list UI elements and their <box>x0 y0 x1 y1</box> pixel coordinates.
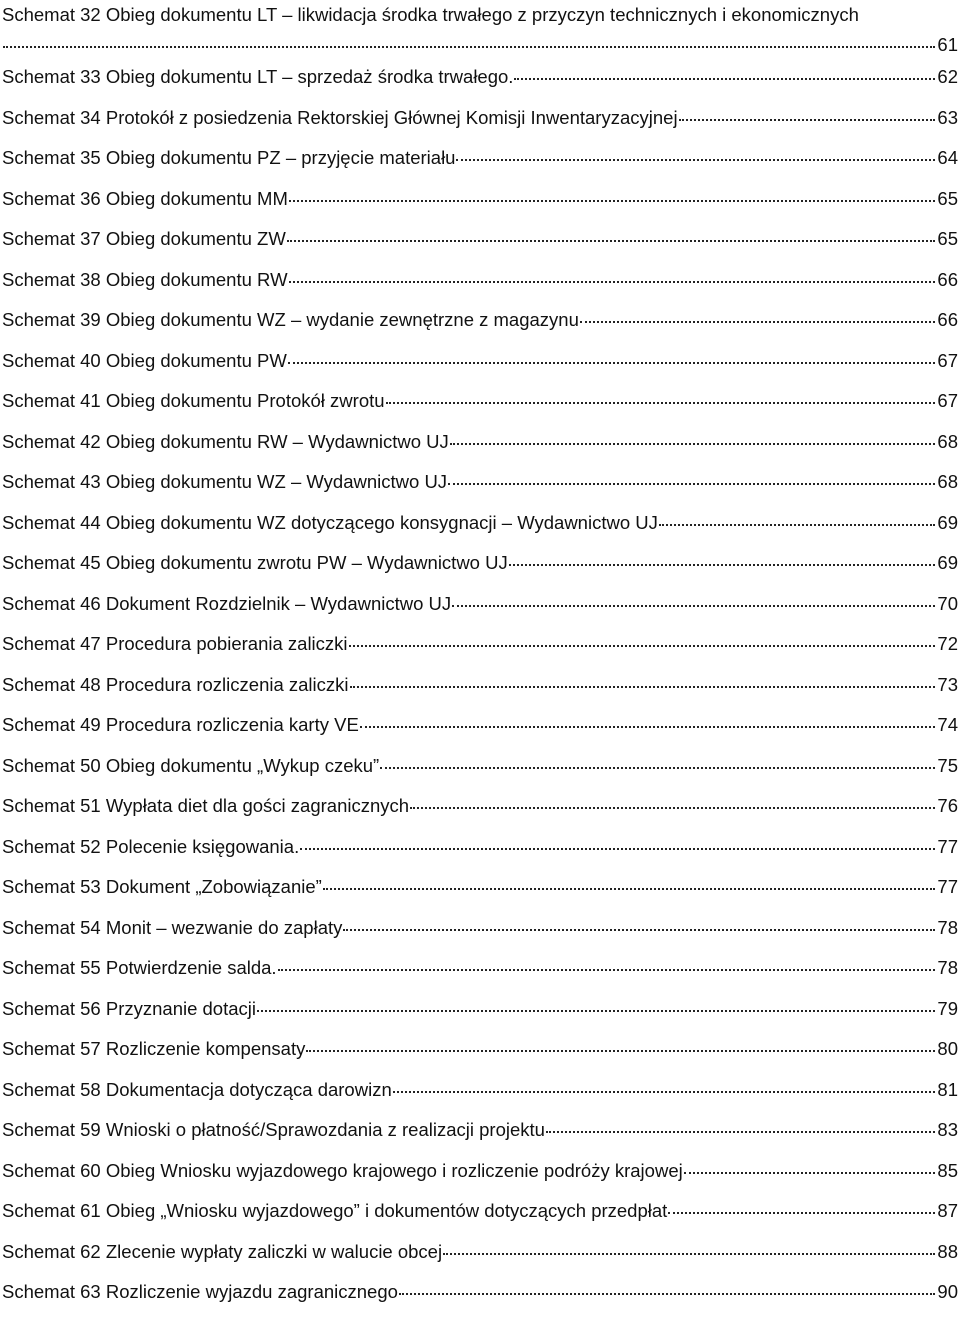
dot-leader <box>300 835 935 853</box>
toc-entry-page: 77 <box>937 835 958 857</box>
toc-entry-title: Schemat 50 Obieg dokumentu „Wykup czeku” <box>2 754 380 776</box>
toc-entry-title: Schemat 61 Obieg „Wniosku wyjazdowego” i dokumentów dotyczących przedpłat <box>2 1200 668 1221</box>
toc-entry-title: Schemat 63 Rozliczenie wyjazdu zagranicznego <box>2 1281 398 1302</box>
toc-entry-page: 69 <box>937 552 958 573</box>
toc-entry[interactable] <box>2 548 958 589</box>
dot-leader <box>257 997 935 1015</box>
toc-entry-page: 73 <box>937 673 958 695</box>
toc-entry-page: 66 <box>937 309 958 330</box>
toc-entry-title: Schemat 58 Dokumentacja dotycząca darowizn <box>2 1078 392 1100</box>
toc-entry-page: 88 <box>937 1240 958 1262</box>
toc-entry-page: 79 <box>937 997 958 1019</box>
toc-entry-page: 75 <box>937 754 958 776</box>
toc-entry-page: 85 <box>937 1159 958 1181</box>
dot-leader <box>410 794 935 812</box>
toc-entry-page: 63 <box>937 106 958 128</box>
toc-entry-page: 83 <box>937 1119 958 1140</box>
toc-entry[interactable] <box>2 184 958 225</box>
dot-leader <box>3 33 935 51</box>
toc-entry[interactable] <box>2 832 958 873</box>
toc-entry-title: Schemat 54 Monit – wezwanie do zapłaty <box>2 916 343 938</box>
toc-entry-title: Schemat 46 Dokument Rozdzielnik – Wydawnictwo UJ <box>2 592 452 614</box>
toc-entry[interactable] <box>2 224 958 265</box>
dot-leader <box>456 146 935 164</box>
toc-entry-title: Schemat 60 Obieg Wniosku wyjazdowego krajowego i rozliczenie podróży krajowej <box>2 1159 683 1181</box>
dot-leader <box>684 1159 935 1177</box>
toc-entry-page: 62 <box>937 66 958 87</box>
dot-leader <box>443 1240 935 1258</box>
toc-entry-title: Schemat 49 Procedura rozliczenia karty VE <box>2 714 359 735</box>
toc-entry-page: 81 <box>937 1078 958 1100</box>
toc-entry-page: 78 <box>937 957 958 978</box>
toc-entry[interactable] <box>2 305 958 346</box>
toc-entry[interactable] <box>2 1156 958 1197</box>
toc-entry[interactable] <box>2 265 958 306</box>
toc-entry-title: Schemat 59 Wnioski o płatność/Sprawozdania z realizacji projektu <box>2 1119 545 1140</box>
dot-leader <box>580 308 935 326</box>
toc-entry[interactable] <box>2 791 958 832</box>
toc-entry[interactable] <box>2 751 958 792</box>
toc-entry[interactable] <box>2 629 958 670</box>
dot-leader <box>509 551 935 569</box>
toc-entry-title: Schemat 53 Dokument „Zobowiązanie” <box>2 876 322 897</box>
toc-entry[interactable] <box>2 710 958 751</box>
dot-leader <box>448 470 935 488</box>
toc-entry-title: Schemat 36 Obieg dokumentu MM <box>2 187 288 209</box>
dot-leader <box>546 1118 935 1136</box>
dot-leader <box>679 106 935 124</box>
toc-entry-title: Schemat 33 Obieg dokumentu LT – sprzedaż środka trwałego. <box>2 66 514 87</box>
dot-leader <box>399 1280 935 1298</box>
dot-leader <box>386 389 935 407</box>
toc-entry[interactable] <box>2 1034 958 1075</box>
toc-entry-page: 68 <box>937 430 958 452</box>
dot-leader <box>450 430 935 448</box>
toc-entry-page: 65 <box>937 187 958 209</box>
toc-entry[interactable] <box>2 1277 958 1318</box>
dot-leader <box>289 187 935 205</box>
toc-entry-page: 74 <box>937 714 958 735</box>
dot-leader <box>360 713 935 731</box>
toc-entry-page: 78 <box>937 916 958 938</box>
toc-entry-title: Schemat 52 Polecenie księgowania. <box>2 835 300 857</box>
toc-entry[interactable] <box>2 427 958 468</box>
toc-entry[interactable] <box>2 346 958 387</box>
toc-entry-title: Schemat 44 Obieg dokumentu WZ dotyczącego konsygnacji – Wydawnictwo UJ <box>2 511 658 533</box>
toc-entry-title: Schemat 32 Obieg dokumentu LT – likwidacja środka trwałego z przyczyn technicznych i ekonomicznych <box>2 4 859 25</box>
toc-entry-title: Schemat 45 Obieg dokumentu zwrotu PW – Wydawnictwo UJ <box>2 552 508 573</box>
toc-entry[interactable] <box>2 508 958 549</box>
toc-entry-title: Schemat 40 Obieg dokumentu PW <box>2 349 287 371</box>
dot-leader <box>289 268 935 286</box>
toc-entry[interactable] <box>2 1075 958 1116</box>
toc-entry-title: Schemat 34 Protokół z posiedzenia Rektorskiej Głównej Komisji Inwentaryzacyjnej <box>2 106 678 128</box>
toc-entry[interactable] <box>2 0 958 62</box>
dot-leader <box>343 916 935 934</box>
toc-entry-page: 77 <box>937 876 958 897</box>
toc-entry[interactable] <box>2 1115 958 1156</box>
toc-entry-page: 64 <box>937 147 958 168</box>
toc-entry-page: 67 <box>937 349 958 371</box>
toc-entry-page: 66 <box>937 268 958 290</box>
dot-leader <box>287 227 935 245</box>
table-of-contents <box>2 0 958 1318</box>
toc-entry[interactable] <box>2 872 958 913</box>
toc-entry-title: Schemat 42 Obieg dokumentu RW – Wydawnictwo UJ <box>2 430 449 452</box>
toc-entry[interactable] <box>2 994 958 1035</box>
dot-leader <box>288 349 935 367</box>
toc-entry-title: Schemat 35 Obieg dokumentu PZ – przyjęcie materiału <box>2 147 456 168</box>
dot-leader <box>350 673 935 691</box>
toc-entry-title: Schemat 47 Procedura pobierania zaliczki <box>2 633 348 654</box>
toc-entry[interactable] <box>2 670 958 711</box>
toc-entry-title: Schemat 55 Potwierdzenie salda. <box>2 957 277 978</box>
toc-entry[interactable] <box>2 953 958 994</box>
toc-entry-page: 65 <box>937 228 958 249</box>
toc-entry-page: 69 <box>937 511 958 533</box>
toc-entry-page: 76 <box>937 795 958 816</box>
toc-entry-page: 87 <box>937 1200 958 1221</box>
toc-entry[interactable] <box>2 1237 958 1278</box>
toc-entry[interactable] <box>2 467 958 508</box>
toc-entry[interactable] <box>2 103 958 144</box>
toc-entry-title: Schemat 57 Rozliczenie kompensaty <box>2 1038 306 1059</box>
toc-entry-title: Schemat 62 Zlecenie wypłaty zaliczki w walucie obcej <box>2 1240 443 1262</box>
toc-entry-page: 68 <box>937 471 958 492</box>
toc-entry[interactable] <box>2 1196 958 1237</box>
toc-entry-title: Schemat 41 Obieg dokumentu Protokół zwrotu <box>2 390 385 411</box>
toc-entry[interactable] <box>2 62 958 103</box>
toc-entry-page: 90 <box>937 1281 958 1302</box>
dot-leader <box>380 754 935 772</box>
toc-entry-title: Schemat 39 Obieg dokumentu WZ – wydanie zewnętrzne z magazynu <box>2 309 579 330</box>
toc-entry-title: Schemat 56 Przyznanie dotacji <box>2 997 256 1019</box>
toc-entry[interactable] <box>2 589 958 630</box>
toc-entry-title: Schemat 37 Obieg dokumentu ZW <box>2 228 286 249</box>
toc-entry-title: Schemat 43 Obieg dokumentu WZ – Wydawnictwo UJ <box>2 471 448 492</box>
dot-leader <box>514 65 935 83</box>
toc-entry-page: 67 <box>937 390 958 411</box>
toc-entry-title: Schemat 48 Procedura rozliczenia zaliczki <box>2 673 349 695</box>
toc-entry[interactable] <box>2 143 958 184</box>
toc-entry-page: 72 <box>937 633 958 654</box>
dot-leader <box>323 875 935 893</box>
dot-leader <box>393 1078 935 1096</box>
toc-entry[interactable] <box>2 386 958 427</box>
dot-leader <box>452 592 935 610</box>
dot-leader <box>668 1199 935 1217</box>
toc-entry-title: Schemat 51 Wypłata diet dla gości zagranicznych <box>2 795 410 816</box>
dot-leader <box>349 632 935 650</box>
toc-entry-page: 61 <box>937 34 958 55</box>
toc-entry-page: 80 <box>937 1038 958 1059</box>
dot-leader <box>278 956 935 974</box>
toc-entry-page: 70 <box>937 592 958 614</box>
dot-leader <box>659 511 935 529</box>
toc-entry[interactable] <box>2 913 958 954</box>
toc-entry-title: Schemat 38 Obieg dokumentu RW <box>2 268 288 290</box>
dot-leader <box>306 1037 935 1055</box>
